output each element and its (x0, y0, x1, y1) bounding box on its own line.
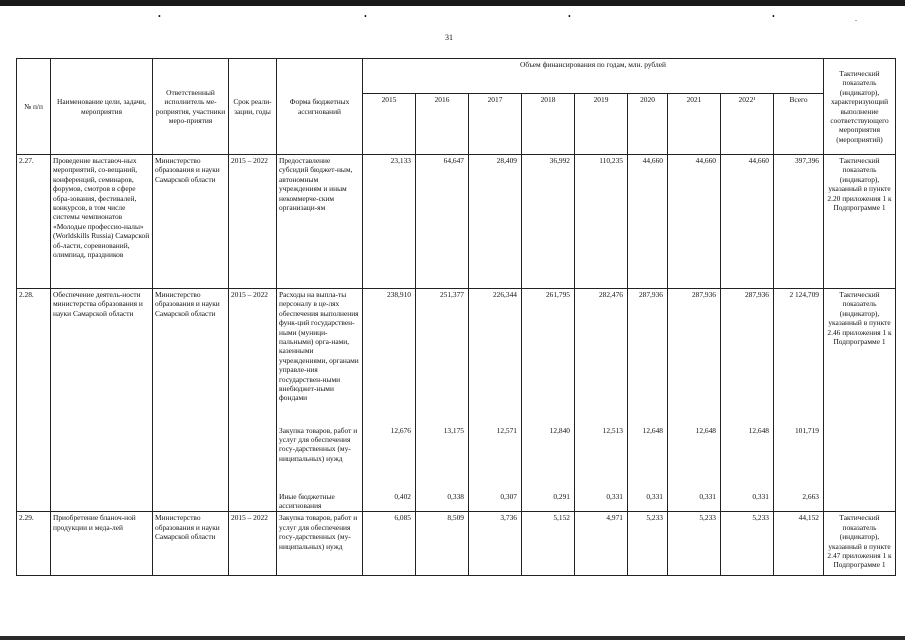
row-value: 0,331 (628, 491, 668, 512)
header-financing: Объем финансирования по годам, млн. рублей (363, 59, 824, 94)
row-value: 36,992 (522, 155, 575, 289)
row-form: Предоставление субсидий бюджет-ным, автономным учреждениям и иным некоммерче-ским организаци-ям (277, 155, 363, 289)
row-value: 5,152 (522, 512, 575, 576)
row-value: 0,338 (416, 491, 469, 512)
row-form: Закупка товаров, работ и услуг для обеспечения госу-дарственных (му-ниципальных) нужд (277, 512, 363, 576)
header-year: Всего (774, 94, 824, 155)
header-year: 2020 (628, 94, 668, 155)
row-value: 8,509 (416, 512, 469, 576)
row-value: 12,840 (522, 425, 575, 491)
row-value: 2 124,709 (774, 289, 824, 425)
row-value: 238,910 (363, 289, 416, 425)
row-term: 2015 – 2022 (229, 289, 277, 512)
row-value: 226,344 (469, 289, 522, 425)
row-indicator: Тактический показатель (индикатор), указанный в пункте 2.47 приложения 1 к Подпрограмме 1 (824, 512, 896, 576)
row-value: 287,936 (668, 289, 721, 425)
row-term: 2015 – 2022 (229, 512, 277, 576)
row-executor: Министерство образования и науки Самарской области (153, 155, 229, 289)
row-value: 0,402 (363, 491, 416, 512)
scan-top-border (0, 0, 905, 6)
row-name: Проведение выставоч-ных мероприятий, со-вещаний, конференций, семинаров, форумов, смотров в сфере обра-зования, фестивалей, конкурсов, в том числе системы чемпионатов «Молодые профессио-налы» (Worldskills Russia) Самарской об-ласти, соревнований, олимпиад, праздников (51, 155, 153, 289)
row-indicator: Тактический показатель (индикатор), указанный в пункте 2.20 приложения 1 к Подпрограмме 1 (824, 155, 896, 289)
row-value: 0,331 (721, 491, 774, 512)
row-value: 6,085 (363, 512, 416, 576)
header-year: 2017 (469, 94, 522, 155)
header-executor: Ответственный исполнитель ме-роприятия, участники меро-приятия (153, 59, 229, 155)
row-value: 28,409 (469, 155, 522, 289)
row-value: 5,233 (721, 512, 774, 576)
scan-mark: • (772, 12, 775, 21)
row-number: 2.28. (17, 289, 51, 512)
row-value: 0,331 (575, 491, 628, 512)
scan-mark: • (158, 12, 161, 21)
scan-mark: • (364, 12, 367, 21)
row-form: Иные бюджетные ассигнования (277, 491, 363, 512)
row-value: 44,660 (721, 155, 774, 289)
row-term: 2015 – 2022 (229, 155, 277, 289)
row-form: Закупка товаров, работ и услуг для обеспечения госу-дарственных (му-ниципальных) нужд (277, 425, 363, 491)
header-year: 2022¹ (721, 94, 774, 155)
row-number: 2.29. (17, 512, 51, 576)
row-value: 13,175 (416, 425, 469, 491)
row-value: 5,233 (628, 512, 668, 576)
row-value: 44,152 (774, 512, 824, 576)
table-row (17, 512, 896, 576)
row-value: 64,647 (416, 155, 469, 289)
table-row (17, 155, 896, 289)
row-value: 110,235 (575, 155, 628, 289)
row-value: 44,660 (628, 155, 668, 289)
row-value: 287,936 (721, 289, 774, 425)
row-number: 2.27. (17, 155, 51, 289)
row-value: 0,291 (522, 491, 575, 512)
row-value: 5,233 (668, 512, 721, 576)
header-year: 2015 (363, 94, 416, 155)
table-row (17, 289, 896, 425)
row-value: 397,396 (774, 155, 824, 289)
row-value: 101,719 (774, 425, 824, 491)
row-value: 3,736 (469, 512, 522, 576)
row-value: 12,513 (575, 425, 628, 491)
scan-bottom-border (0, 636, 905, 640)
row-value: 12,648 (721, 425, 774, 491)
header-year: 2016 (416, 94, 469, 155)
row-value: 287,936 (628, 289, 668, 425)
row-form: Расходы на выпла-ты персоналу в це-лях обеспечения выполнения функ-ций государствен-ными (муници-пальными) орга-нами, казенными учреждениями, органами управле-ния государствен-ными внебюджет-ными фондами (277, 289, 363, 425)
row-value: 0,331 (668, 491, 721, 512)
row-name: Обеспечение деятель-ности министерства образования и науки Самарской области (51, 289, 153, 512)
financing-table (16, 58, 896, 576)
row-name: Приобретение бланоч-ной продукции и меда-лей (51, 512, 153, 576)
row-value: 44,660 (668, 155, 721, 289)
row-value: 2,663 (774, 491, 824, 512)
page-number: 31 (445, 33, 453, 42)
header-year: 2021 (668, 94, 721, 155)
row-value: 251,377 (416, 289, 469, 425)
row-value: 23,133 (363, 155, 416, 289)
row-executor: Министерство образования и науки Самарской области (153, 289, 229, 512)
row-value: 0,307 (469, 491, 522, 512)
header-num: № п/п (17, 59, 51, 155)
header-year: 2018 (522, 94, 575, 155)
row-indicator: Тактический показатель (индикатор), указанный в пункте 2.46 приложения 1 к Подпрограмме 1 (824, 289, 896, 512)
row-value: 12,571 (469, 425, 522, 491)
scan-mark: . (855, 14, 857, 23)
header-indicator: Тактический показатель (индикатор), характеризующий выполнение соответствующего мероприятия (мероприятий) (824, 59, 896, 155)
header-form: Форма бюджетных ассигнований (277, 59, 363, 155)
row-value: 261,795 (522, 289, 575, 425)
scan-mark: • (568, 12, 571, 21)
row-value: 12,648 (668, 425, 721, 491)
row-value: 12,676 (363, 425, 416, 491)
header-name: Наименование цели, задачи, мероприятия (51, 59, 153, 155)
row-value: 282,476 (575, 289, 628, 425)
row-executor: Министерство образования и науки Самарской области (153, 512, 229, 576)
row-value: 4,971 (575, 512, 628, 576)
header-term: Срок реали-зации, годы (229, 59, 277, 155)
header-year: 2019 (575, 94, 628, 155)
row-value: 12,648 (628, 425, 668, 491)
